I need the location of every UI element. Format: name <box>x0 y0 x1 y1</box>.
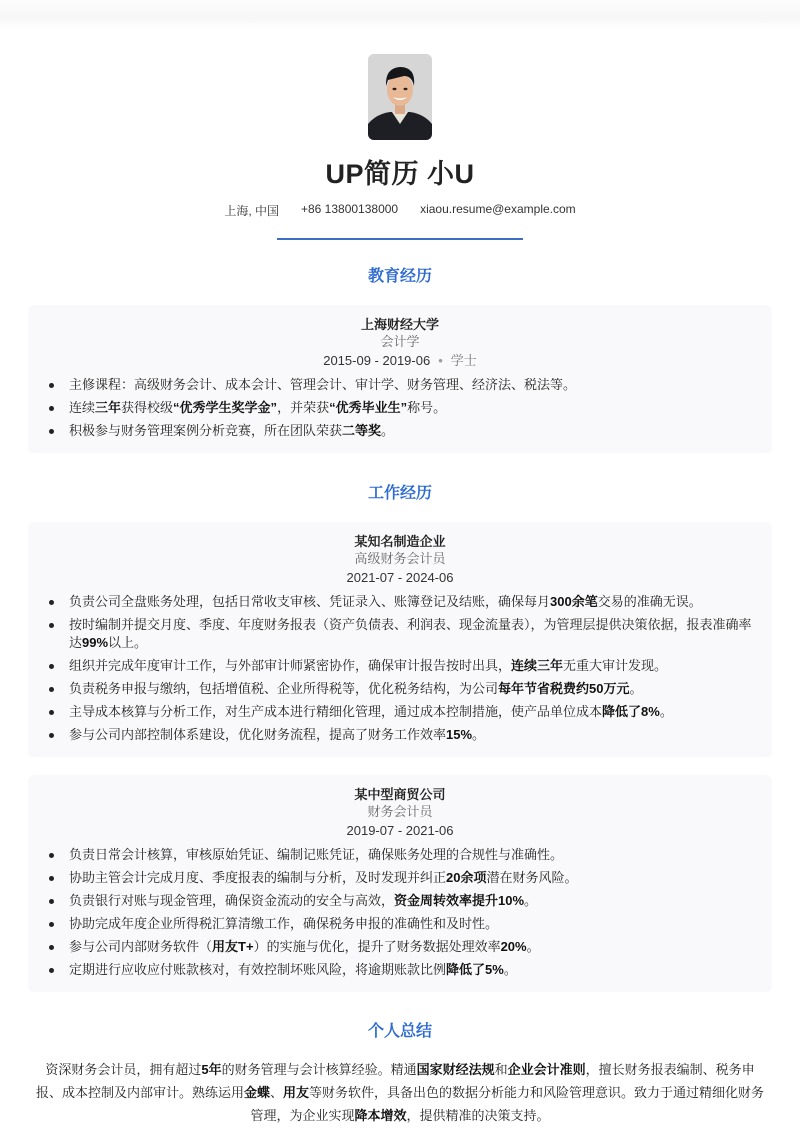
highlight-text: 每年节省税费约50万元 <box>498 681 630 696</box>
highlight-text: 资金周转效率提升10% <box>394 893 525 908</box>
text-segment: 积极参与财务管理案例分析竞赛，所在团队荣获 <box>69 423 343 438</box>
avatar-photo-icon <box>368 54 432 140</box>
text-segment: 参与公司内部财务软件（ <box>69 939 213 954</box>
education-card <box>28 305 772 453</box>
highlight-text: 企业会计准则 <box>507 1062 586 1077</box>
candidate-name: UP简历 小U <box>325 159 475 189</box>
work-card-1 <box>28 522 772 757</box>
avatar <box>368 54 432 140</box>
text-segment: 和 <box>494 1062 508 1077</box>
text-segment: 按时编制并提交月度、季度、年度财务报表（资产负债表、利润表、现金流量表），为管理层提供决策依据，报表准确率达 <box>69 617 752 650</box>
highlight-text: 连续三年 <box>511 658 564 673</box>
text-segment: 。 <box>524 893 538 908</box>
text-segment: 连续 <box>69 400 96 415</box>
text-segment: ，擅长财务报表编制、税务申报、成本控制及内部审计。熟练运用 <box>35 1062 755 1100</box>
degree: 学士 <box>450 353 477 368</box>
text-segment: 资深财务会计员，拥有超过 <box>45 1062 202 1077</box>
bullet-item <box>46 961 754 979</box>
highlight-text: 300余笔 <box>550 594 598 609</box>
highlight-text: 国家财经法规 <box>416 1062 495 1077</box>
section-title-education: 教育经历 <box>367 268 432 285</box>
highlight-text: 用友 <box>283 1085 310 1100</box>
highlight-text: “优秀学生奖学金” <box>173 400 278 415</box>
major: 会计学 <box>380 334 420 349</box>
bullet-item <box>46 593 754 611</box>
text-segment: 称号。 <box>407 400 447 415</box>
highlight-text: 降低了8% <box>602 704 660 719</box>
position: 高级财务会计员 <box>354 551 446 566</box>
highlight-text: 20% <box>500 939 527 954</box>
text-segment: 交易的准确无误。 <box>597 594 702 609</box>
text-segment: 协助主管会计完成月度、季度报表的编制与分析，及时发现并纠正 <box>69 870 447 885</box>
highlight-text: 金蝶 <box>243 1085 270 1100</box>
highlight-text: 用友T+ <box>212 939 254 954</box>
bullet-item <box>46 846 754 864</box>
text-segment: 、 <box>269 1085 283 1100</box>
bullet-item <box>46 422 754 440</box>
text-segment: 潜在财务风险。 <box>486 870 578 885</box>
education-date-row <box>46 351 754 371</box>
section-title-work: 工作经历 <box>367 485 432 502</box>
location-text: 上海, 中国 <box>224 204 279 218</box>
bullet-item <box>46 938 754 956</box>
highlight-text: 降低了5% <box>446 962 504 977</box>
text-segment: ，并荣获 <box>277 400 330 415</box>
school-name: 上海财经大学 <box>360 317 439 332</box>
text-segment: 。 <box>526 939 540 954</box>
bullet-item <box>46 915 754 933</box>
text-segment: 无重大审计发现。 <box>563 658 668 673</box>
text-segment: 负责日常会计核算，审核原始凭证、编制记账凭证，确保账务处理的合规性与准确性。 <box>69 847 564 862</box>
text-segment: 定期进行应收应付账款核对，有效控制坏账风险，将逾期账款比例 <box>69 962 447 977</box>
education-date: 2015-09 - 2019-06 <box>323 353 431 368</box>
bullet-item <box>46 680 754 698</box>
text-segment: 组织并完成年度审计工作，与外部审计师紧密协作，确保审计报告按时出具， <box>69 658 512 673</box>
highlight-text: 15% <box>446 727 473 742</box>
work-date: 2021-07 - 2024-06 <box>346 570 454 585</box>
text-segment: 。 <box>472 727 486 742</box>
bullet-item <box>46 703 754 721</box>
text-segment: 。 <box>381 423 395 438</box>
bullet-item <box>46 657 754 675</box>
bullet-item <box>46 376 754 394</box>
text-segment: ）的实施与优化，提升了财务数据处理效率 <box>253 939 501 954</box>
text-segment: 负责银行对账与现金管理，确保资金流动的安全与高效， <box>69 893 395 908</box>
bullet-item <box>46 726 754 744</box>
work-date: 2019-07 - 2021-06 <box>346 823 454 838</box>
text-segment: 。 <box>659 704 673 719</box>
separator-dot: • <box>438 353 443 368</box>
company-name: 某知名制造企业 <box>354 534 446 549</box>
bullet-item <box>46 892 754 910</box>
text-segment: 。 <box>503 962 517 977</box>
highlight-text: 99% <box>82 635 109 650</box>
text-segment: 协助完成年度企业所得税汇算清缴工作，确保税务申报的准确性和及时性。 <box>69 916 499 931</box>
section-title-summary: 个人总结 <box>367 1023 432 1040</box>
highlight-text: 降本增效 <box>354 1108 407 1123</box>
phone-text: +86 13800138000 <box>300 202 399 216</box>
contact-info <box>0 202 800 219</box>
education-bullets <box>46 376 754 440</box>
email-link[interactable]: xiaou.resume@example.com <box>420 202 576 216</box>
summary-text <box>34 1058 766 1127</box>
header-divider <box>277 238 523 240</box>
work-bullets-1 <box>46 593 754 744</box>
text-segment: 负责公司全盘账务处理，包括日常收支审核、凭证录入、账簿登记及结账，确保每月 <box>69 594 551 609</box>
bullet-item <box>46 616 754 652</box>
text-segment: 参与公司内部控制体系建设，优化财务流程，提高了财务工作效率 <box>69 727 447 742</box>
highlight-text: “优秀毕业生” <box>329 400 408 415</box>
bullet-item <box>46 869 754 887</box>
text-segment: 等财务软件，具备出色的数据分析能力和风险管理意识。致力于通过精细化财务管理，为企业实现 <box>250 1085 765 1123</box>
highlight-text: 二等奖 <box>342 423 382 438</box>
company-name: 某中型商贸公司 <box>354 787 446 802</box>
highlight-text: 5年 <box>201 1062 222 1077</box>
text-segment: 。 <box>629 681 643 696</box>
work-bullets-2 <box>46 846 754 979</box>
text-segment: 的财务管理与会计核算经验。精通 <box>221 1062 417 1077</box>
highlight-text: 20余项 <box>446 870 487 885</box>
text-segment: 以上。 <box>108 635 148 650</box>
resume-header <box>0 54 800 240</box>
work-card-2 <box>28 775 772 992</box>
text-segment: ，提供精准的决策支持。 <box>406 1108 550 1123</box>
text-segment: 主修课程：高级财务会计、成本会计、管理会计、审计学、财务管理、经济法、税法等。 <box>69 377 577 392</box>
text-segment: 主导成本核算与分析工作，对生产成本进行精细化管理，通过成本控制措施，使产品单位成本 <box>69 704 603 719</box>
position: 财务会计员 <box>367 804 433 819</box>
bullet-item <box>46 399 754 417</box>
text-segment: 负责税务申报与缴纳，包括增值税、企业所得税等，优化税务结构，为公司 <box>69 681 499 696</box>
text-segment: 获得校级 <box>121 400 174 415</box>
highlight-text: 三年 <box>95 400 122 415</box>
